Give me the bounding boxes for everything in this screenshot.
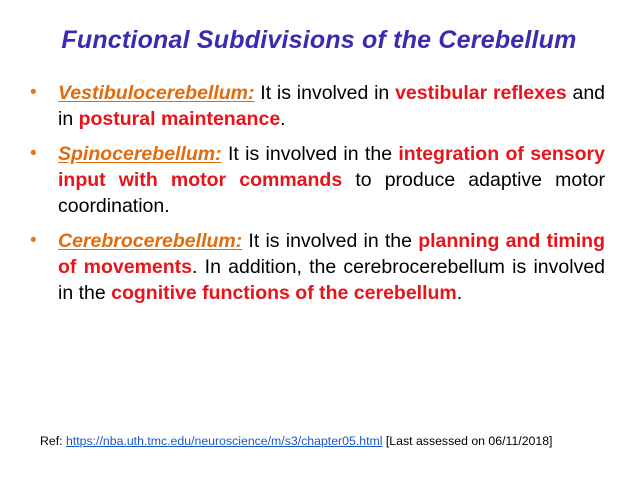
highlight-text: integration of sensory input with motor commands	[58, 143, 605, 191]
highlight-text: planning and timing of movements	[58, 230, 605, 278]
bullet-dot-icon: •	[30, 82, 37, 103]
body-text: It is involved in the	[242, 230, 419, 252]
highlight-text: cognitive functions of the cerebellum	[111, 282, 457, 304]
reference-prefix: Ref:	[40, 434, 66, 448]
body-text: and in	[58, 82, 606, 130]
bullet-cerebrocerebellum	[30, 228, 605, 306]
body-text: It is involved in the	[221, 143, 399, 165]
bullet-dot-icon: •	[30, 230, 37, 251]
bullet-list	[30, 80, 605, 315]
reference-link[interactable]: https://nba.uth.tmc.edu/neuroscience/m/s3/chapter05.html	[65, 434, 383, 448]
body-text: . In addition, the cerebrocerebellum is involved in the	[58, 256, 606, 304]
bullet-spinocerebellum	[30, 141, 605, 219]
reference-line	[40, 434, 552, 448]
highlight-text: vestibular reflexes	[395, 82, 567, 104]
term-label: Vestibulocerebellum:	[58, 82, 255, 104]
body-text: .	[280, 108, 286, 130]
highlight-text: postural maintenance	[78, 108, 281, 130]
body-text: to produce adaptive motor coordination.	[58, 169, 605, 217]
bullet-vestibulocerebellum	[30, 80, 605, 132]
term-label: Spinocerebellum:	[58, 143, 222, 165]
reference-suffix: [Last assessed on 06/11/2018]	[382, 434, 553, 448]
bullet-dot-icon: •	[30, 143, 37, 164]
term-label: Cerebrocerebellum:	[58, 230, 243, 252]
body-text: .	[456, 282, 463, 304]
slide-title: Functional Subdivisions of the Cerebellum	[61, 26, 577, 54]
body-text: It is involved in	[254, 82, 396, 104]
